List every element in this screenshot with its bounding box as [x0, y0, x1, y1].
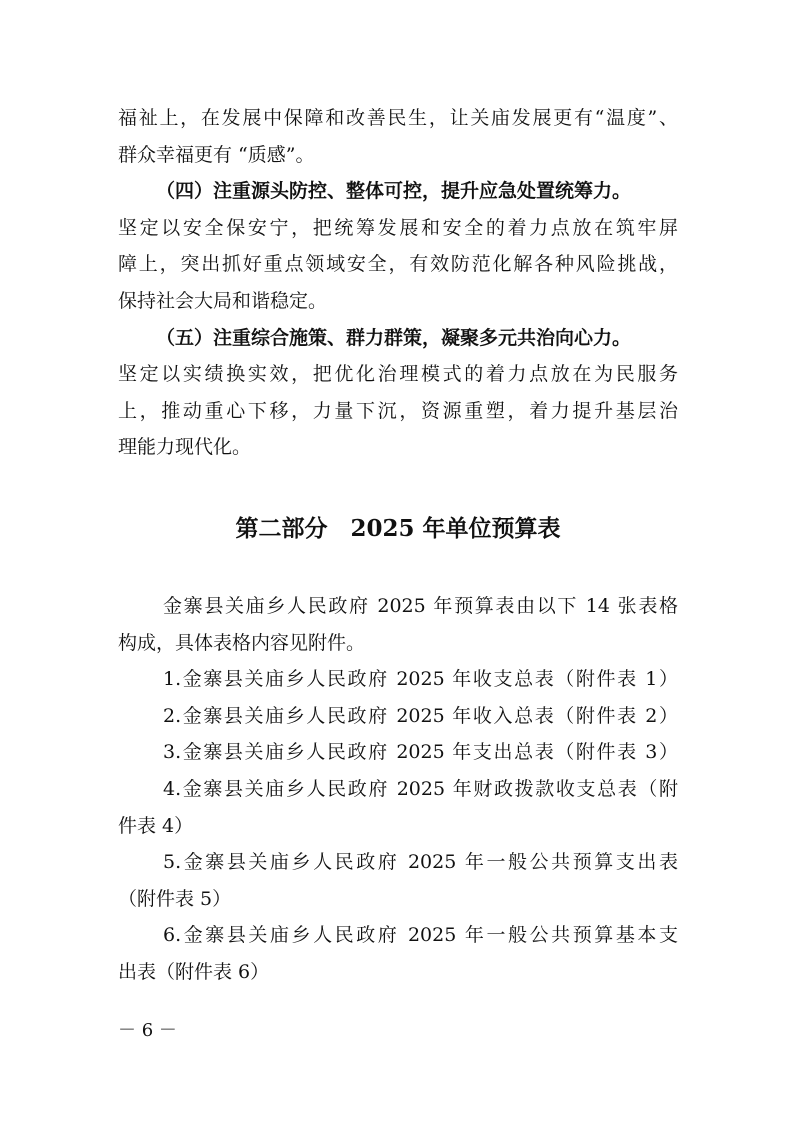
paragraph-line: 坚定以实绩换实效，把优化治理模式的着力点放在为民服务 [118, 363, 678, 386]
paragraph-line: 福祉上，在发展中保障和改善民生，让关庙发展更有“温度”、 [118, 107, 678, 129]
section-heading-5: （五）注重综合施策、群力群策，凝聚多元共治向心力。 [156, 326, 632, 349]
list-item: 5.金寨县关庙乡人民政府 2025 年一般公共预算支出表 [163, 851, 678, 874]
list-item-continued: 出表（附件表 6） [118, 960, 270, 983]
paragraph-line: 障上，突出抓好重点领域安全，有效防范化解各种风险挑战， [118, 253, 678, 276]
list-item: 2.金寨县关庙乡人民政府 2025 年收入总表（附件表 2） [163, 704, 678, 727]
intro-line: 金寨县关庙乡人民政府 2025 年预算表由以下 14 张表格 [163, 595, 678, 617]
list-item: 1.金寨县关庙乡人民政府 2025 年收支总表（附件表 1） [163, 668, 678, 691]
list-item-continued: （附件表 5） [118, 887, 232, 910]
paragraph-line: 群众幸福更有 “质感”。 [118, 143, 315, 166]
part2-body [118, 588, 678, 991]
intro-line: 构成，具体表格内容见附件。 [118, 631, 366, 654]
page-number: － 6 － [118, 1020, 177, 1041]
list-item: 3.金寨县关庙乡人民政府 2025 年支出总表（附件表 3） [163, 741, 678, 764]
list-item-continued: 件表 4） [118, 814, 194, 837]
paragraph-line: 上，推动重心下移，力量下沉，资源重塑，着力提升基层治 [118, 399, 678, 422]
page-content [118, 100, 678, 983]
paragraph-line: 保持社会大局和谐稳定。 [118, 289, 328, 312]
list-item: 4.金寨县关庙乡人民政府 2025 年财政拨款收支总表（附 [163, 777, 678, 800]
paragraph-line: 理能力现代化。 [118, 436, 252, 459]
paragraph-line: 坚定以安全保安宁，把统筹发展和安全的着力点放在筑牢屏 [118, 216, 678, 239]
section-heading-4: （四）注重源头防控、整体可控，提升应急处置统筹力。 [156, 180, 632, 203]
list-item: 6.金寨县关庙乡人民政府 2025 年一般公共预算基本支 [163, 924, 678, 947]
part-title: 第二部分 2025 年单位预算表 [235, 515, 561, 542]
